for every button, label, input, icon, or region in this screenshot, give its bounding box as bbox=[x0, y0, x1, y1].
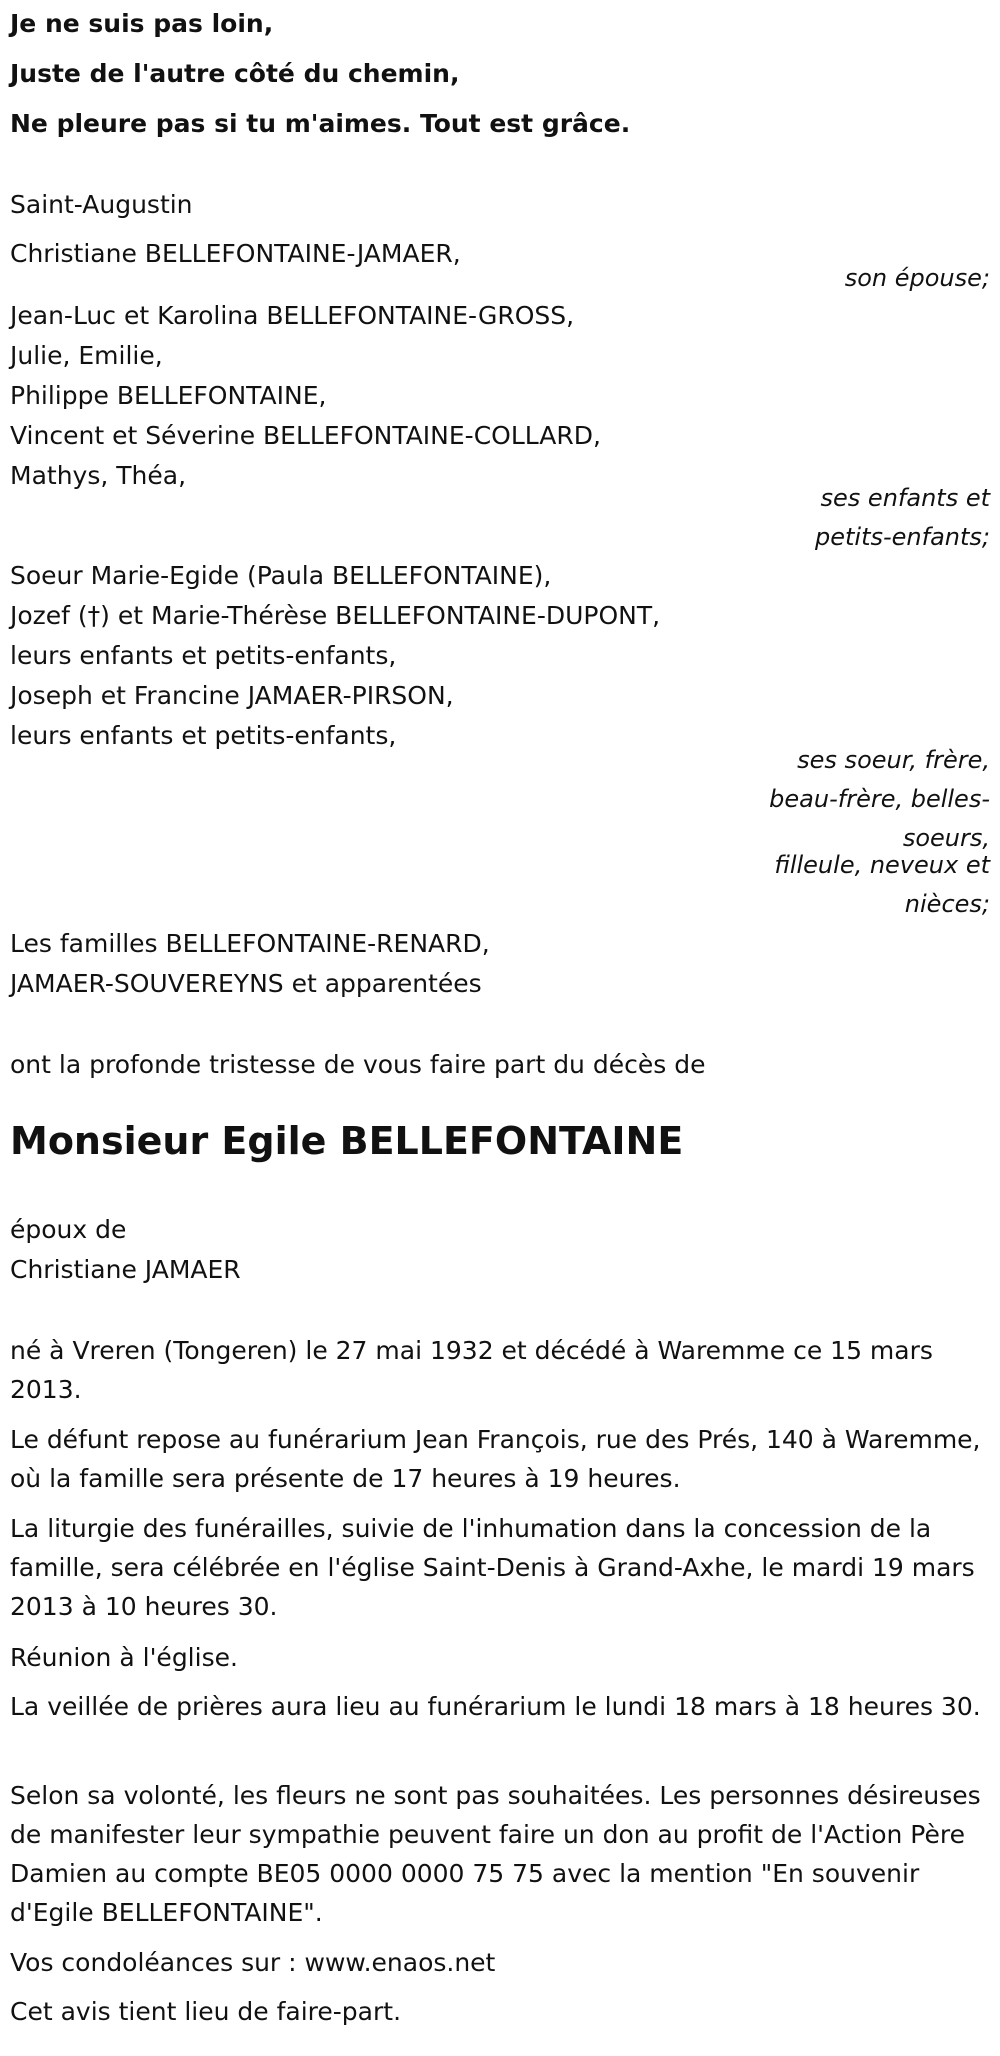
children-role: petits-enfants; bbox=[815, 523, 990, 551]
siblings-line: Joseph et Francine JAMAER-PIRSON, bbox=[10, 681, 454, 710]
announcement: ont la profonde tristesse de vous faire part du décès de bbox=[10, 1050, 706, 1079]
detail-paragraph: Selon sa volonté, les fleurs ne sont pas souhaitées. Les personnes désireuses de manifester leur sympathie peuvent faire un don au profit de l'Action Père Damien au compte BE05 0000 0000 75 75 avec la mention "En souvenir d'Egile BELLEFONTAINE". bbox=[10, 1781, 981, 1927]
children-line: Vincent et Séverine BELLEFONTAINE-COLLARD, bbox=[10, 421, 601, 450]
detail-paragraph: La liturgie des funérailles, suivie de l'inhumation dans la concession de la famille, sera célébrée en l'église Saint-Denis à Grand-Axhe, le mardi 19 mars 2013 à 10 heures 30. bbox=[10, 1514, 975, 1621]
children-line: Philippe BELLEFONTAINE, bbox=[10, 381, 327, 410]
detail-paragraph: né à Vreren (Tongeren) le 27 mai 1932 et décédé à Waremme ce 15 mars 2013. bbox=[10, 1336, 933, 1404]
poem-line: Juste de l'autre côté du chemin, bbox=[10, 59, 460, 88]
nieces-role: nièces; bbox=[904, 890, 990, 918]
spouse-of-name: Christiane JAMAER bbox=[10, 1255, 241, 1284]
siblings-line: Jozef (†) et Marie-Thérèse BELLEFONTAINE-DUPONT, bbox=[10, 601, 661, 630]
siblings-role: beau-frère, belles- bbox=[769, 785, 990, 813]
place: Saint-Augustin bbox=[10, 190, 193, 219]
children-line: Mathys, Théa, bbox=[10, 461, 187, 490]
children-line: Julie, Emilie, bbox=[10, 341, 163, 370]
detail-paragraph: Le défunt repose au funérarium Jean François, rue des Prés, 140 à Waremme, où la famille sera présente de 17 heures à 19 heures. bbox=[10, 1425, 981, 1493]
families-line: Les familles BELLEFONTAINE-RENARD, bbox=[10, 929, 490, 958]
siblings-role: soeurs, bbox=[902, 824, 990, 852]
children-line: Jean-Luc et Karolina BELLEFONTAINE-GROSS, bbox=[10, 301, 575, 330]
poem-line: Ne pleure pas si tu m'aimes. Tout est grâce. bbox=[10, 109, 631, 138]
detail-paragraph: Vos condoléances sur : www.enaos.net bbox=[10, 1948, 496, 1977]
families-line: JAMAER-SOUVEREYNS et apparentées bbox=[10, 969, 482, 998]
spouse-name: Christiane BELLEFONTAINE-JAMAER, bbox=[10, 239, 461, 268]
detail-paragraph: Réunion à l'église. bbox=[10, 1643, 238, 1672]
detail-paragraph: La veillée de prières aura lieu au funérarium le lundi 18 mars à 18 heures 30. bbox=[10, 1692, 981, 1721]
siblings-line: leurs enfants et petits-enfants, bbox=[10, 641, 397, 670]
siblings-role: ses soeur, frère, bbox=[797, 746, 990, 774]
siblings-line: leurs enfants et petits-enfants, bbox=[10, 721, 397, 750]
poem-line: Je ne suis pas loin, bbox=[10, 9, 274, 38]
detail-paragraph: Cet avis tient lieu de faire-part. bbox=[10, 1997, 402, 2026]
siblings-line: Soeur Marie-Egide (Paula BELLEFONTAINE), bbox=[10, 561, 552, 590]
spouse-role: son épouse; bbox=[844, 264, 990, 292]
deceased-name: Monsieur Egile BELLEFONTAINE bbox=[10, 1119, 684, 1163]
children-role: ses enfants et bbox=[820, 484, 990, 512]
nieces-role: filleule, neveux et bbox=[774, 851, 990, 879]
spouse-of-label: époux de bbox=[10, 1215, 127, 1244]
